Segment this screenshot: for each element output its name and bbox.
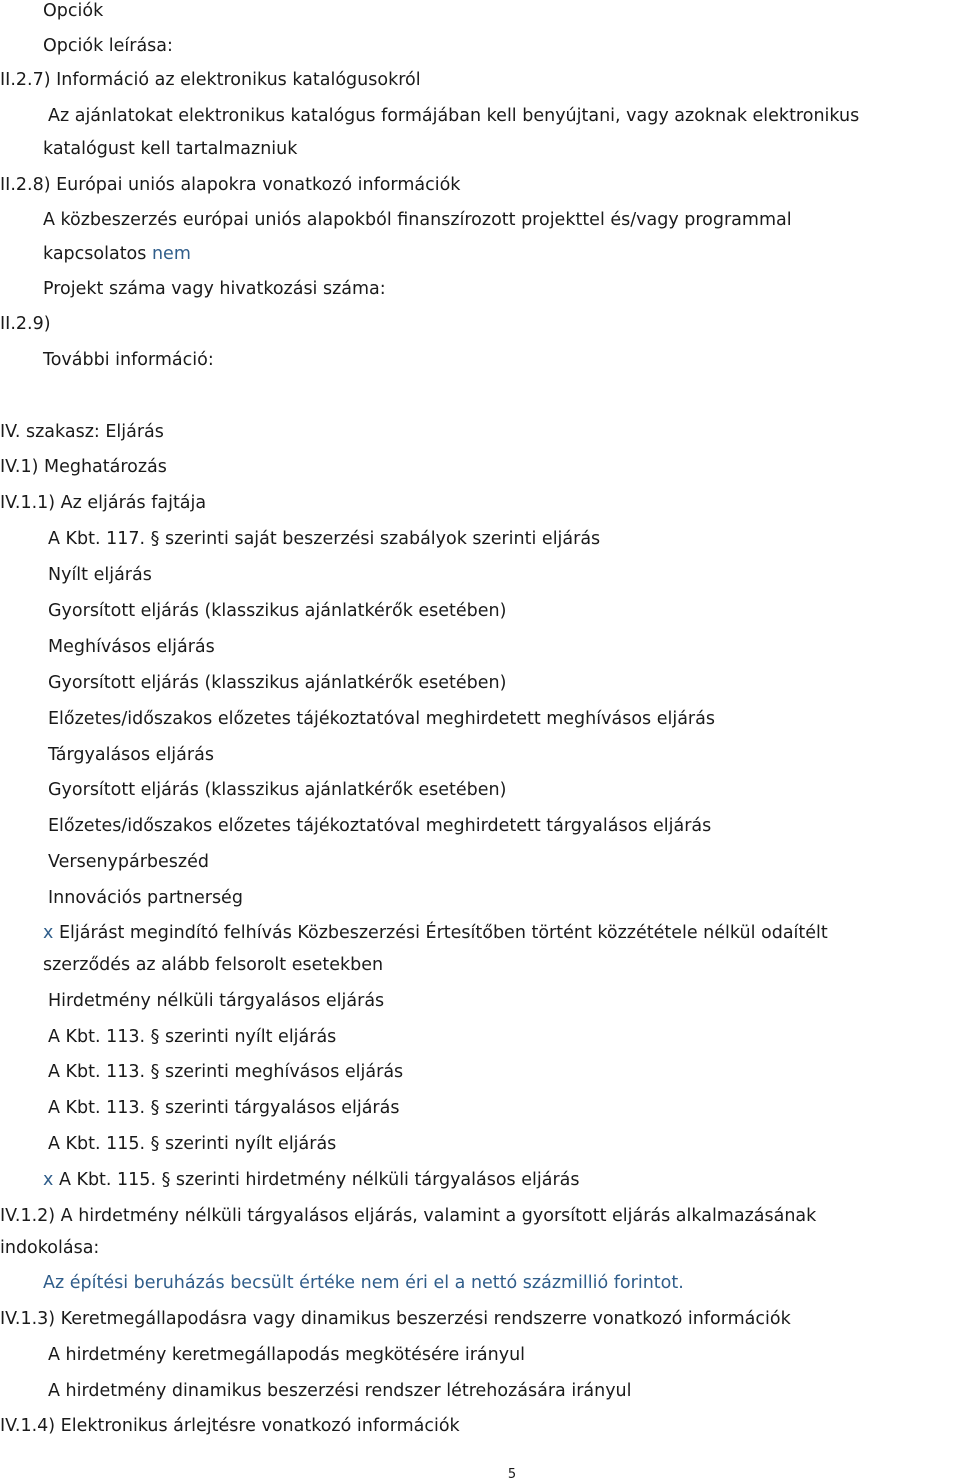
catalogue-text-line-1: Az ajánlatokat elektronikus katalógus formájában kell benyújtani, vagy azoknak elektronikus — [48, 106, 860, 126]
section-heading-ii-2-9: II.2.9) — [0, 314, 51, 334]
framework-item: A hirdetmény dinamikus beszerzési rendszer létrehozására irányul — [48, 1381, 632, 1401]
section-heading-ii-2-8: II.2.8) Európai uniós alapokra vonatkozó információk — [0, 175, 461, 195]
sub-procedure-item: A Kbt. 113. § szerinti tárgyalásos eljárás — [48, 1098, 400, 1118]
project-number-label: Projekt száma vagy hivatkozási száma: — [43, 279, 386, 299]
section-heading-iv-1-1: IV.1.1) Az eljárás fajtája — [0, 493, 207, 513]
checked-mark: x — [43, 1170, 54, 1190]
eu-funds-value: nem — [151, 244, 191, 264]
section-heading-iv-1-4: IV.1.4) Elektronikus árlejtésre vonatkozó információk — [0, 1416, 460, 1436]
page-number: 5 — [507, 1467, 517, 1482]
eu-funds-text: kapcsolatos — [43, 244, 147, 264]
procedure-type-item: Innovációs partnerség — [48, 888, 243, 908]
section-heading-iv-1-2-line-2: indokolása: — [0, 1238, 100, 1258]
procedure-type-item: Versenypárbeszéd — [48, 852, 209, 872]
options-label: Opciók — [43, 1, 104, 21]
direct-award-line-2: szerződés az alább felsorolt esetekben — [43, 955, 384, 975]
checked-mark: x — [43, 923, 54, 943]
procedure-type-item: Gyorsított eljárás (klasszikus ajánlatkérők esetében) — [48, 780, 507, 800]
section-iv-title: IV. szakasz: Eljárás — [0, 422, 164, 442]
eu-funds-text-line-1: A közbeszerzés európai uniós alapokból finanszírozott projekttel és/vagy programmal — [43, 210, 792, 230]
procedure-type-item: Gyorsított eljárás (klasszikus ajánlatkérők esetében) — [48, 673, 507, 693]
procedure-type-item: Gyorsított eljárás (klasszikus ajánlatkérők esetében) — [48, 601, 507, 621]
justification-answer: Az építési beruházás becsült értéke nem éri el a nettó százmillió forintot. — [43, 1273, 684, 1293]
sub-procedure-item: Hirdetmény nélküli tárgyalásos eljárás — [48, 991, 385, 1011]
options-description-label: Opciók leírása: — [43, 36, 173, 56]
procedure-type-item: Nyílt eljárás — [48, 565, 152, 585]
framework-item: A hirdetmény keretmegállapodás megkötésére irányul — [48, 1345, 526, 1365]
selected-sub-procedure — [43, 1169, 580, 1191]
further-info-label: További információ: — [43, 350, 214, 370]
section-heading-iv-1-3: IV.1.3) Keretmegállapodásra vagy dinamikus beszerzési rendszerre vonatkozó információk — [0, 1309, 791, 1329]
catalogue-text-line-2: katalógust kell tartalmazniuk — [43, 139, 298, 159]
direct-award-text: Eljárást megindító felhívás Közbeszerzési Értesítőben történt közzététele nélkül odaítélt — [58, 923, 828, 943]
procedure-type-item: A Kbt. 117. § szerinti saját beszerzési szabályok szerinti eljárás — [48, 529, 601, 549]
selected-sub-procedure-text: A Kbt. 115. § szerinti hirdetmény nélküli tárgyalásos eljárás — [58, 1170, 580, 1190]
procedure-type-item: Előzetes/időszakos előzetes tájékoztatóval meghirdetett tárgyalásos eljárás — [48, 816, 712, 836]
procedure-type-item: Meghívásos eljárás — [48, 637, 215, 657]
direct-award-line-1 — [43, 922, 828, 944]
sub-procedure-item: A Kbt. 113. § szerinti nyílt eljárás — [48, 1027, 337, 1047]
section-heading-iv-1-2-line-1: IV.1.2) A hirdetmény nélküli tárgyalásos eljárás, valamint a gyorsított eljárás alkalmazásának — [0, 1206, 817, 1226]
section-heading-ii-2-7: II.2.7) Információ az elektronikus katalógusokról — [0, 70, 421, 90]
sub-procedure-item: A Kbt. 113. § szerinti meghívásos eljárás — [48, 1062, 404, 1082]
eu-funds-text-line-2 — [43, 243, 191, 265]
procedure-type-item: Előzetes/időszakos előzetes tájékoztatóval meghirdetett meghívásos eljárás — [48, 709, 715, 729]
sub-procedure-item: A Kbt. 115. § szerinti nyílt eljárás — [48, 1134, 337, 1154]
section-heading-iv-1: IV.1) Meghatározás — [0, 457, 167, 477]
procedure-type-item: Tárgyalásos eljárás — [48, 745, 214, 765]
